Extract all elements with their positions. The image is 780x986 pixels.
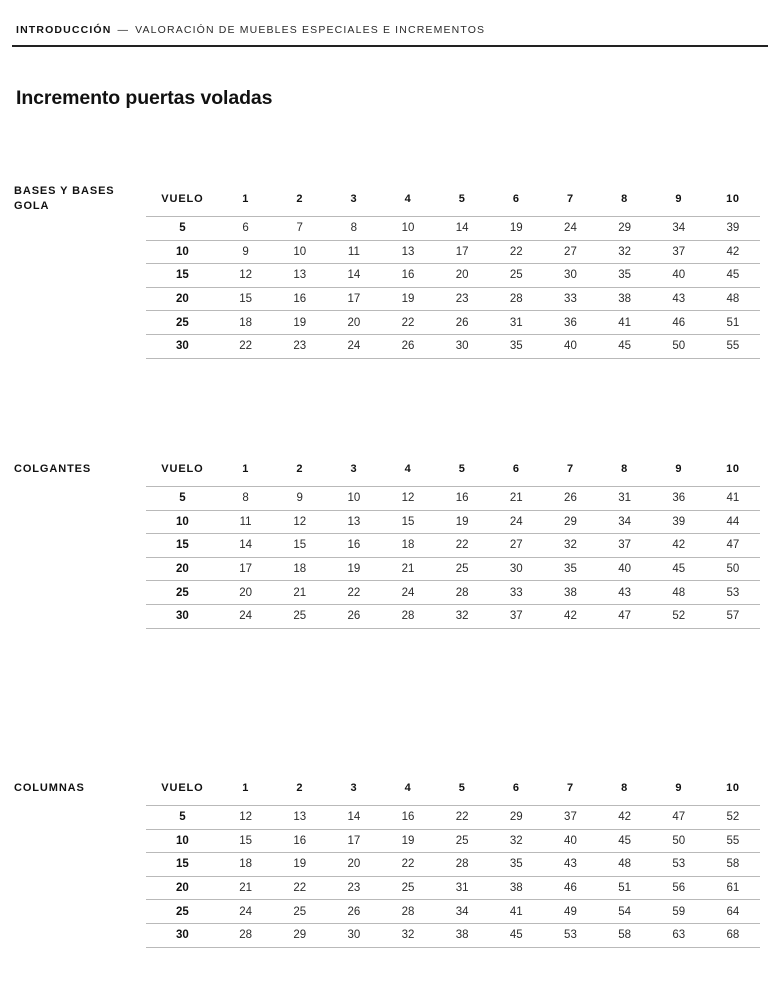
table-cell: 22: [273, 876, 327, 900]
table-cell: 13: [273, 806, 327, 830]
table-column-header: 5: [458, 782, 466, 794]
table-cell: 38: [489, 876, 543, 900]
table-cell: 51: [598, 876, 652, 900]
table-cell: 45: [598, 334, 652, 358]
table-row: [12, 876, 760, 900]
table-cell: 25: [489, 264, 543, 288]
table-cell: 30: [489, 557, 543, 581]
table-column-header: 6: [512, 463, 520, 475]
table-cell: 17: [219, 557, 273, 581]
increment-table: [12, 452, 760, 629]
table-cell: 20: [327, 311, 381, 335]
table-cell: 50: [652, 829, 706, 853]
table-cell: 10: [273, 240, 327, 264]
table-cell: 24: [543, 217, 597, 241]
table-cell: 54: [598, 900, 652, 924]
table-cell: 26: [381, 334, 435, 358]
table-cell: 41: [598, 311, 652, 335]
table-cell: 42: [598, 806, 652, 830]
table-cell: 22: [219, 334, 273, 358]
table-cell: 47: [652, 806, 706, 830]
table-block-bases: [12, 182, 760, 359]
table-cell: 17: [435, 240, 489, 264]
table-vuelo-header: VUELO: [161, 193, 204, 205]
table-column-header: 7: [567, 782, 574, 794]
table-row-spacer: [12, 806, 146, 830]
table-cell: 48: [652, 581, 706, 605]
table-cell: 12: [273, 510, 327, 534]
table-cell: 19: [381, 287, 435, 311]
table-cell: 19: [435, 510, 489, 534]
table-header-row: [12, 771, 760, 806]
table-cell: 13: [327, 510, 381, 534]
table-cell: 19: [273, 853, 327, 877]
table-cell: 50: [652, 334, 706, 358]
table-cell: 6: [219, 217, 273, 241]
table-row-vuelo: 25: [146, 311, 218, 335]
table-row-vuelo: 15: [146, 853, 218, 877]
table-cell: 25: [381, 876, 435, 900]
table-cell: 21: [273, 581, 327, 605]
table-cell: 25: [435, 829, 489, 853]
table-header-row: [12, 182, 760, 217]
table-cell: 18: [273, 557, 327, 581]
table-cell: 57: [706, 604, 760, 628]
table-cell: 41: [706, 487, 760, 511]
table-cell: 29: [543, 510, 597, 534]
table-cell: 37: [543, 806, 597, 830]
table-cell: 42: [652, 534, 706, 558]
table-row-vuelo: 10: [146, 240, 218, 264]
table-cell: 7: [273, 217, 327, 241]
table-cell: 9: [273, 487, 327, 511]
table-cell: 37: [652, 240, 706, 264]
table-cell: 45: [598, 829, 652, 853]
table-cell: 31: [489, 311, 543, 335]
table-cell: 48: [598, 853, 652, 877]
table-column-header: 9: [675, 463, 683, 475]
table-column-header: 3: [350, 782, 358, 794]
table-cell: 8: [219, 487, 273, 511]
table-cell: 42: [543, 604, 597, 628]
table-cell: 63: [652, 923, 706, 947]
table-cell: 19: [327, 557, 381, 581]
table-column-header: 2: [296, 193, 304, 205]
table-row-spacer: [12, 311, 146, 335]
table-cell: 16: [435, 487, 489, 511]
table-row-spacer: [12, 240, 146, 264]
table-cell: 21: [489, 487, 543, 511]
table-category-label: BASES Y BASES GOLA: [14, 185, 115, 213]
table-column-header: 6: [512, 782, 520, 794]
table-row: [12, 287, 760, 311]
table-cell: 40: [543, 334, 597, 358]
running-header-dash: —: [117, 24, 130, 36]
table-column-header: 5: [458, 193, 466, 205]
table-row-spacer: [12, 876, 146, 900]
table-cell: 68: [706, 923, 760, 947]
table-cell: 24: [219, 900, 273, 924]
table-row-vuelo: 20: [146, 287, 218, 311]
table-row-vuelo: 20: [146, 557, 218, 581]
table-column-header: 1: [242, 463, 250, 475]
table-cell: 21: [219, 876, 273, 900]
table-cell: 32: [489, 829, 543, 853]
table-row-vuelo: 10: [146, 510, 218, 534]
table-cell: 13: [273, 264, 327, 288]
table-row-vuelo: 30: [146, 923, 218, 947]
table-cell: 55: [706, 334, 760, 358]
table-cell: 45: [706, 264, 760, 288]
table-column-header: 6: [512, 193, 520, 205]
table-cell: 32: [381, 923, 435, 947]
header-divider: [12, 45, 768, 47]
table-cell: 18: [219, 311, 273, 335]
table-column-header: 8: [621, 782, 628, 794]
table-cell: 12: [381, 487, 435, 511]
table-cell: 46: [543, 876, 597, 900]
table-cell: 32: [543, 534, 597, 558]
table-cell: 28: [381, 900, 435, 924]
table-row: [12, 240, 760, 264]
table-cell: 15: [273, 534, 327, 558]
table-cell: 27: [489, 534, 543, 558]
table-column-header: 7: [567, 463, 574, 475]
table-cell: 29: [489, 806, 543, 830]
table-cell: 37: [489, 604, 543, 628]
table-row-vuelo: 30: [146, 604, 218, 628]
table-cell: 28: [381, 604, 435, 628]
table-cell: 16: [381, 264, 435, 288]
table-row-spacer: [12, 604, 146, 628]
table-cell: 18: [219, 853, 273, 877]
table-cell: 30: [327, 923, 381, 947]
increment-table: [12, 771, 760, 948]
table-row: [12, 581, 760, 605]
table-row: [12, 557, 760, 581]
table-cell: 39: [706, 217, 760, 241]
table-cell: 32: [435, 604, 489, 628]
table-row-vuelo: 10: [146, 829, 218, 853]
table-cell: 22: [435, 806, 489, 830]
table-cell: 20: [435, 264, 489, 288]
table-row: [12, 923, 760, 947]
table-cell: 8: [327, 217, 381, 241]
table-column-header: 4: [404, 193, 412, 205]
increment-table: [12, 182, 760, 359]
table-cell: 28: [489, 287, 543, 311]
table-column-header: 9: [675, 782, 683, 794]
table-cell: 22: [435, 534, 489, 558]
table-cell: 34: [598, 510, 652, 534]
table-cell: 26: [543, 487, 597, 511]
table-row-spacer: [12, 287, 146, 311]
table-cell: 35: [543, 557, 597, 581]
table-cell: 53: [543, 923, 597, 947]
table-cell: 38: [435, 923, 489, 947]
table-cell: 33: [489, 581, 543, 605]
table-cell: 16: [273, 829, 327, 853]
table-cell: 36: [543, 311, 597, 335]
table-cell: 43: [543, 853, 597, 877]
table-cell: 40: [652, 264, 706, 288]
table-cell: 25: [435, 557, 489, 581]
table-row: [12, 217, 760, 241]
table-column-header: 8: [621, 193, 628, 205]
table-row-spacer: [12, 923, 146, 947]
table-row-spacer: [12, 510, 146, 534]
table-cell: 14: [435, 217, 489, 241]
table-cell: 15: [381, 510, 435, 534]
table-row: [12, 334, 760, 358]
table-cell: 26: [327, 900, 381, 924]
table-cell: 25: [273, 604, 327, 628]
table-cell: 36: [652, 487, 706, 511]
table-cell: 22: [381, 311, 435, 335]
table-cell: 17: [327, 287, 381, 311]
table-row-vuelo: 5: [146, 487, 218, 511]
table-row: [12, 853, 760, 877]
table-row-spacer: [12, 900, 146, 924]
table-cell: 39: [652, 510, 706, 534]
table-column-header: 2: [296, 463, 304, 475]
table-cell: 26: [327, 604, 381, 628]
table-cell: 33: [543, 287, 597, 311]
table-cell: 55: [706, 829, 760, 853]
table-column-header: 7: [567, 193, 574, 205]
table-cell: 45: [652, 557, 706, 581]
table-category-label: COLGANTES: [14, 462, 92, 475]
table-cell: 19: [273, 311, 327, 335]
table-row-vuelo: 5: [146, 806, 218, 830]
table-cell: 14: [327, 806, 381, 830]
table-cell: 43: [598, 581, 652, 605]
table-cell: 19: [381, 829, 435, 853]
table-cell: 27: [543, 240, 597, 264]
table-cell: 35: [598, 264, 652, 288]
table-cell: 52: [652, 604, 706, 628]
table-cell: 22: [327, 581, 381, 605]
table-cell: 35: [489, 334, 543, 358]
table-cell: 47: [598, 604, 652, 628]
table-vuelo-header: VUELO: [161, 782, 204, 794]
table-cell: 52: [706, 806, 760, 830]
table-cell: 46: [652, 311, 706, 335]
table-cell: 59: [652, 900, 706, 924]
page-title: Incremento puertas voladas: [16, 87, 273, 109]
table-row-vuelo: 30: [146, 334, 218, 358]
table-block-columnas: [12, 771, 760, 948]
table-row: [12, 604, 760, 628]
table-cell: 17: [327, 829, 381, 853]
table-row-spacer: [12, 853, 146, 877]
table-row-spacer: [12, 829, 146, 853]
table-cell: 19: [489, 217, 543, 241]
table-column-header: 10: [726, 193, 740, 205]
table-row-vuelo: 20: [146, 876, 218, 900]
table-row-vuelo: 15: [146, 264, 218, 288]
table-cell: 40: [598, 557, 652, 581]
table-cell: 11: [327, 240, 381, 264]
table-cell: 24: [219, 604, 273, 628]
table-row-spacer: [12, 487, 146, 511]
table-column-header: 10: [726, 463, 740, 475]
table-cell: 15: [219, 287, 273, 311]
table-cell: 20: [219, 581, 273, 605]
table-row-vuelo: 25: [146, 581, 218, 605]
table-cell: 43: [652, 287, 706, 311]
table-cell: 42: [706, 240, 760, 264]
table-column-header: 3: [350, 463, 358, 475]
table-column-header: 9: [675, 193, 683, 205]
table-cell: 24: [381, 581, 435, 605]
table-cell: 32: [598, 240, 652, 264]
table-block-colgantes: [12, 452, 760, 629]
table-cell: 24: [327, 334, 381, 358]
table-row: [12, 806, 760, 830]
table-column-header: 5: [458, 463, 466, 475]
table-cell: 26: [435, 311, 489, 335]
table-cell: 31: [435, 876, 489, 900]
table-cell: 48: [706, 287, 760, 311]
table-cell: 34: [435, 900, 489, 924]
table-cell: 14: [327, 264, 381, 288]
table-cell: 10: [381, 217, 435, 241]
table-cell: 16: [327, 534, 381, 558]
table-row-vuelo: 5: [146, 217, 218, 241]
table-cell: 38: [543, 581, 597, 605]
table-column-header: 8: [621, 463, 628, 475]
running-header-subtitle: VALORACIÓN DE MUEBLES ESPECIALES E INCREMENTOS: [135, 24, 486, 36]
table-column-header: 3: [350, 193, 358, 205]
table-row-spacer: [12, 581, 146, 605]
table-cell: 61: [706, 876, 760, 900]
table-cell: 28: [435, 581, 489, 605]
table-column-header: 10: [726, 782, 740, 794]
table-cell: 16: [273, 287, 327, 311]
table-cell: 51: [706, 311, 760, 335]
table-row: [12, 829, 760, 853]
table-vuelo-header: VUELO: [161, 463, 204, 475]
table-cell: 45: [489, 923, 543, 947]
table-cell: 35: [489, 853, 543, 877]
table-cell: 56: [652, 876, 706, 900]
table-row: [12, 900, 760, 924]
table-cell: 31: [598, 487, 652, 511]
table-cell: 21: [381, 557, 435, 581]
table-cell: 47: [706, 534, 760, 558]
table-cell: 38: [598, 287, 652, 311]
table-cell: 40: [543, 829, 597, 853]
table-cell: 25: [273, 900, 327, 924]
table-row-spacer: [12, 557, 146, 581]
table-column-header: 1: [242, 782, 250, 794]
table-cell: 13: [381, 240, 435, 264]
table-cell: 53: [706, 581, 760, 605]
table-cell: 49: [543, 900, 597, 924]
table-cell: 16: [381, 806, 435, 830]
table-cell: 18: [381, 534, 435, 558]
table-cell: 53: [652, 853, 706, 877]
table-cell: 20: [327, 853, 381, 877]
table-cell: 23: [327, 876, 381, 900]
table-row: [12, 264, 760, 288]
table-cell: 22: [489, 240, 543, 264]
table-cell: 64: [706, 900, 760, 924]
table-cell: 14: [219, 534, 273, 558]
table-cell: 37: [598, 534, 652, 558]
table-cell: 22: [381, 853, 435, 877]
table-row-spacer: [12, 264, 146, 288]
table-cell: 44: [706, 510, 760, 534]
table-cell: 50: [706, 557, 760, 581]
table-category-label: COLUMNAS: [14, 781, 85, 794]
table-cell: 24: [489, 510, 543, 534]
table-row-vuelo: 15: [146, 534, 218, 558]
table-cell: 12: [219, 264, 273, 288]
table-row-spacer: [12, 534, 146, 558]
table-cell: 11: [219, 510, 273, 534]
table-column-header: 2: [296, 782, 304, 794]
table-cell: 10: [327, 487, 381, 511]
table-row: [12, 311, 760, 335]
table-cell: 58: [706, 853, 760, 877]
table-row-spacer: [12, 217, 146, 241]
table-cell: 29: [598, 217, 652, 241]
table-cell: 15: [219, 829, 273, 853]
table-cell: 28: [219, 923, 273, 947]
table-cell: 58: [598, 923, 652, 947]
table-cell: 23: [435, 287, 489, 311]
table-row: [12, 534, 760, 558]
table-row-vuelo: 25: [146, 900, 218, 924]
table-column-header: 1: [242, 193, 250, 205]
table-cell: 9: [219, 240, 273, 264]
table-row-spacer: [12, 334, 146, 358]
table-row: [12, 510, 760, 534]
table-cell: 23: [273, 334, 327, 358]
table-cell: 30: [543, 264, 597, 288]
table-header-row: [12, 452, 760, 487]
table-cell: 29: [273, 923, 327, 947]
table-column-header: 4: [404, 463, 412, 475]
table-cell: 30: [435, 334, 489, 358]
running-header-section: INTRODUCCIÓN: [16, 24, 112, 36]
table-cell: 28: [435, 853, 489, 877]
running-header: [12, 0, 768, 36]
table-column-header: 4: [404, 782, 412, 794]
table-row: [12, 487, 760, 511]
table-cell: 12: [219, 806, 273, 830]
table-cell: 41: [489, 900, 543, 924]
table-cell: 34: [652, 217, 706, 241]
